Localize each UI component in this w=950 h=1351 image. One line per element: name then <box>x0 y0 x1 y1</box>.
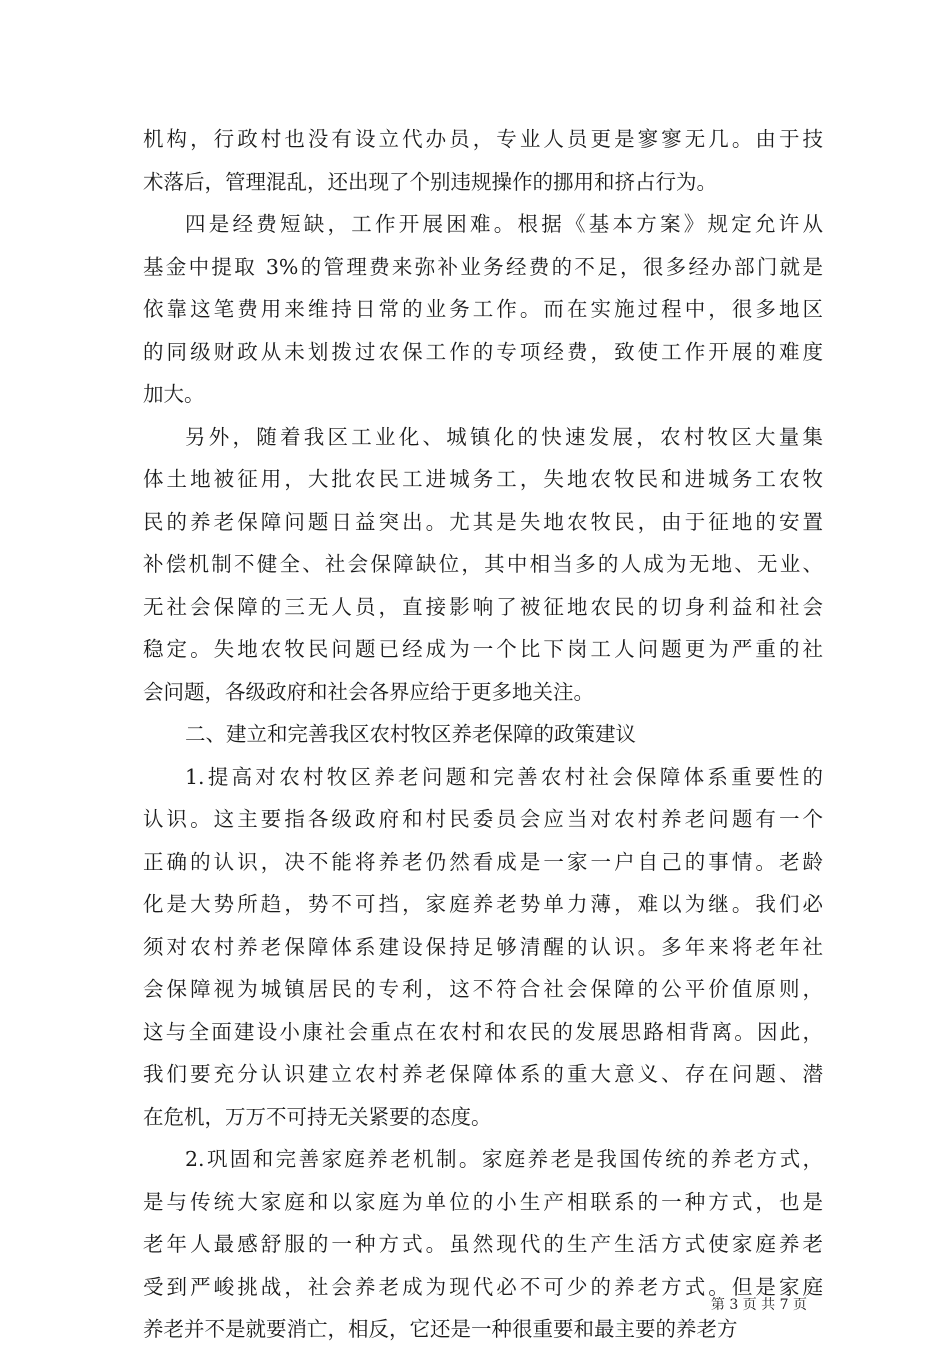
text-line: 无社会保障的三无人员，直接影响了被征地农民的切身利益和社会 <box>143 594 823 619</box>
text-line: 依靠这笔费用来维持日常的业务工作。而在实施过程中，很多地区 <box>143 297 823 321</box>
paragraph <box>143 1138 823 1351</box>
paragraph <box>143 756 823 1139</box>
page-number: 第 3 页 共 7 页 <box>710 1297 807 1313</box>
text-line: 须对农村养老保障体系建设保持足够清醒的认识。多年来将老年社 <box>143 934 823 959</box>
text-line: 化是大势所趋，势不可挡，家庭养老势单力薄，难以为继。我们必 <box>143 892 823 916</box>
text-line: 另外，随着我区工业化、城镇化的快速发展，农村牧区大量集 <box>185 424 823 449</box>
paragraph <box>143 118 823 203</box>
paragraph <box>143 203 823 416</box>
text-line: 的同级财政从未划拨过农保工作的专项经费，致使工作开展的难度 <box>143 339 823 364</box>
paragraph <box>143 416 823 714</box>
document-body <box>143 118 823 1351</box>
text-line: 受到严峻挑战，社会养老成为现代必不可少的养老方式。但是家庭 <box>143 1274 823 1299</box>
text-line: 养老并不是就要消亡，相反，它还是一种很重要和最主要的养老方 <box>143 1317 738 1341</box>
text-line: 加大。 <box>143 382 205 406</box>
text-line: 体土地被征用，大批农民工进城务工，失地农牧民和进城务工农牧 <box>143 467 823 491</box>
text-line: 民的养老保障问题日益突出。尤其是失地农牧民，由于征地的安置 <box>143 509 823 534</box>
text-line: 二、建立和完善我区农村牧区养老保障的政策建议 <box>185 722 636 746</box>
text-line: 这与全面建设小康社会重点在农村和农民的发展思路相背离。因此， <box>143 1019 823 1044</box>
text-line: 我们要充分认识建立农村养老保障体系的重大意义、存在问题、潜 <box>143 1062 823 1086</box>
text-line: 正确的认识，决不能将养老仍然看成是一家一户自己的事情。老龄 <box>143 849 823 874</box>
text-line: 机构，行政村也没有设立代办员，专业人员更是寥寥无几。由于技 <box>143 127 823 151</box>
text-line: 在危机，万万不可持无关紧要的态度。 <box>143 1104 492 1129</box>
text-line: 补偿机制不健全、社会保障缺位，其中相当多的人成为无地、无业、 <box>143 552 823 576</box>
text-line: 2.巩固和完善家庭养老机制。家庭养老是我国传统的养老方式， <box>185 1147 823 1171</box>
text-line: 稳定。失地农牧民问题已经成为一个比下岗工人问题更为严重的社 <box>143 637 823 661</box>
text-line: 1.提高对农村牧区养老问题和完善农村社会保障体系重要性的 <box>185 764 823 789</box>
text-line: 基金中提取 3%的管理费来弥补业务经费的不足，很多经办部门就是 <box>143 254 823 279</box>
text-line: 老年人最感舒服的一种方式。虽然现代的生产生活方式使家庭养老 <box>143 1232 823 1256</box>
paragraph <box>143 713 823 756</box>
text-line: 四是经费短缺，工作开展困难。根据《基本方案》规定允许从 <box>185 212 823 236</box>
text-line: 是与传统大家庭和以家庭为单位的小生产相联系的一种方式，也是 <box>143 1189 823 1214</box>
text-line: 术落后，管理混乱，还出现了个别违规操作的挪用和挤占行为。 <box>143 169 717 194</box>
text-line: 会保障视为城镇居民的专利，这不符合社会保障的公平价值原则， <box>143 977 823 1001</box>
text-line: 认识。这主要指各级政府和村民委员会应当对农村养老问题有一个 <box>143 807 823 831</box>
text-line: 会问题，各级政府和社会各界应给于更多地关注。 <box>143 679 594 704</box>
